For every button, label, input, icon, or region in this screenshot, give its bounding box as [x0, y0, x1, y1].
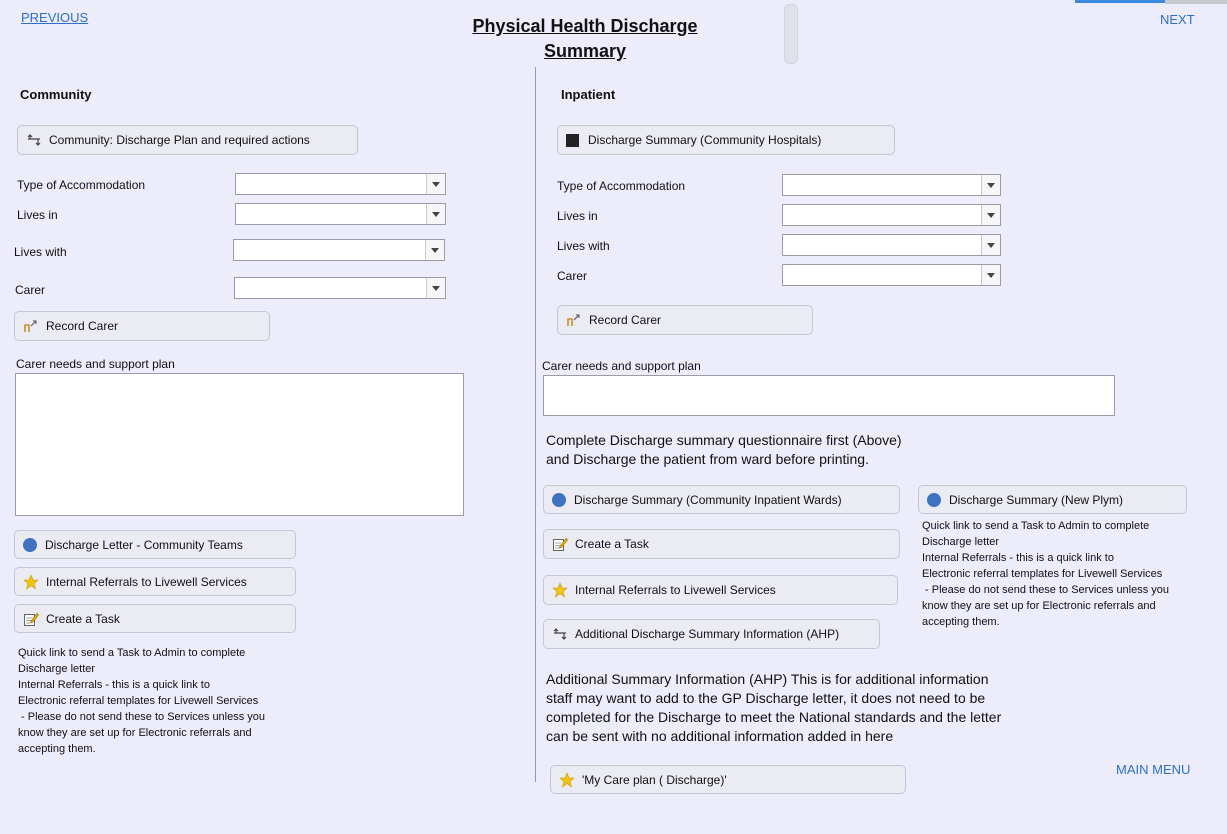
info-line: know they are set up for Electronic referrals and	[18, 727, 252, 739]
community-internal-referrals-label: Internal Referrals to Livewell Services	[46, 574, 247, 589]
inpatient-lives-with-select[interactable]	[782, 234, 1001, 256]
top-accent-bar	[1075, 0, 1165, 3]
carer-icon	[23, 318, 39, 334]
inpatient-summary-wards-label: Discharge Summary (Community Inpatient Wards)	[574, 492, 842, 507]
info-line: Quick link to send a Task to Admin to complete	[18, 647, 246, 659]
inpatient-discharge-summary-label: Discharge Summary (Community Hospitals)	[588, 133, 822, 147]
info-line: Discharge letter	[18, 663, 96, 675]
next-link[interactable]: NEXT	[1160, 12, 1195, 27]
chevron-down-icon[interactable]	[981, 205, 1000, 225]
previous-link[interactable]: PREVIOUS	[21, 10, 89, 25]
inpatient-heading: Inpatient	[561, 87, 616, 102]
inpatient-carer-needs-label: Carer needs and support plan	[542, 359, 701, 373]
info-line: Internal Referrals - this is a quick link to	[18, 679, 210, 691]
community-record-carer-label: Record Carer	[46, 319, 119, 333]
info-line: Discharge letter	[922, 536, 1000, 548]
community-plan-button[interactable]	[17, 125, 358, 155]
page-title-line1: Physical Health Discharge	[472, 16, 698, 36]
inpatient-discharge-summary-button[interactable]	[557, 125, 895, 155]
community-carer-needs-textarea[interactable]	[15, 373, 464, 516]
info-line: know they are set up for Electronic referrals and	[922, 600, 1156, 612]
inpatient-accommodation-select[interactable]	[782, 174, 1001, 196]
info-line: - Please do not send these to Services unless you	[18, 711, 266, 723]
split-arrows-icon	[552, 626, 568, 642]
column-divider	[535, 67, 536, 782]
top-corner-bar	[1165, 0, 1227, 4]
inpatient-accommodation-label: Type of Accommodation	[557, 179, 686, 193]
inpatient-internal-referrals-button[interactable]	[543, 575, 898, 605]
blue-circle-icon	[23, 538, 37, 552]
inpatient-lives-with-label: Lives with	[557, 239, 610, 253]
task-edit-icon	[552, 536, 568, 552]
inpatient-care-plan-label: 'My Care plan ( Discharge)'	[582, 772, 727, 787]
inpatient-carer-label: Carer	[557, 269, 588, 283]
ahp-note-line: Additional Summary Information (AHP) This is for additional information	[546, 671, 989, 687]
community-create-task-button[interactable]	[14, 604, 296, 633]
split-arrows-icon	[26, 132, 42, 148]
community-lives-in-select[interactable]	[235, 203, 446, 225]
community-carer-select[interactable]	[234, 277, 446, 299]
community-accommodation-label: Type of Accommodation	[17, 178, 146, 192]
community-discharge-letter-label: Discharge Letter - Community Teams	[45, 537, 243, 552]
inpatient-create-task-label: Create a Task	[575, 537, 649, 551]
task-edit-icon	[23, 611, 39, 627]
main-menu-link[interactable]: MAIN MENU	[1116, 762, 1191, 777]
inpatient-additional-ahp-button[interactable]	[543, 619, 880, 649]
community-lives-in-label: Lives in	[17, 208, 58, 222]
black-square-icon	[566, 134, 579, 147]
community-info-text	[18, 645, 265, 757]
inpatient-info-text	[922, 518, 1169, 630]
chevron-down-icon[interactable]	[981, 175, 1000, 195]
inpatient-additional-ahp-label: Additional Discharge Summary Information (AHP)	[575, 627, 840, 641]
inpatient-record-carer-button[interactable]	[557, 305, 813, 335]
inpatient-instruction-text	[546, 431, 902, 469]
info-line: Electronic referral templates for Livewell Services	[18, 695, 259, 707]
inpatient-lives-in-select[interactable]	[782, 204, 1001, 226]
star-icon	[552, 582, 568, 598]
community-heading: Community	[20, 87, 92, 102]
community-carer-needs-label: Carer needs and support plan	[16, 357, 175, 371]
instruction-line: and Discharge the patient from ward before printing.	[546, 451, 869, 467]
community-create-task-label: Create a Task	[46, 611, 120, 626]
chevron-down-icon[interactable]	[426, 278, 445, 298]
carer-icon	[566, 312, 582, 328]
community-lives-with-label: Lives with	[14, 245, 67, 259]
ahp-note-line: can be sent with no additional information added in here	[546, 728, 894, 744]
community-carer-label: Carer	[15, 283, 46, 297]
chevron-down-icon[interactable]	[425, 240, 444, 260]
page-title-line2: Summary	[543, 41, 627, 61]
community-plan-label: Community: Discharge Plan and required actions	[49, 133, 310, 147]
inpatient-carer-select[interactable]	[782, 264, 1001, 286]
community-lives-with-select[interactable]	[233, 239, 445, 261]
inpatient-summary-new-plym-button[interactable]	[918, 485, 1187, 514]
info-line: Quick link to send a Task to Admin to complete	[922, 520, 1150, 532]
blue-circle-icon	[927, 493, 941, 507]
inpatient-lives-in-label: Lives in	[557, 209, 598, 223]
community-discharge-letter-button[interactable]	[14, 530, 296, 559]
inpatient-internal-referrals-label: Internal Referrals to Livewell Services	[575, 583, 776, 597]
inpatient-care-plan-button[interactable]	[550, 765, 906, 794]
chevron-down-icon[interactable]	[426, 174, 445, 194]
chevron-down-icon[interactable]	[981, 265, 1000, 285]
inpatient-ahp-note	[546, 670, 1001, 746]
inpatient-carer-needs-textarea[interactable]	[543, 375, 1115, 416]
info-line: accepting them.	[18, 743, 96, 755]
community-accommodation-select[interactable]	[235, 173, 446, 195]
inpatient-summary-new-plym-label: Discharge Summary (New Plym)	[949, 492, 1124, 507]
inpatient-record-carer-label: Record Carer	[589, 313, 662, 327]
inpatient-summary-wards-button[interactable]	[543, 485, 900, 514]
community-record-carer-button[interactable]	[14, 311, 270, 341]
ahp-note-line: completed for the Discharge to meet the National standards and the letter	[546, 709, 1002, 725]
star-icon	[23, 574, 39, 590]
info-line: Internal Referrals - this is a quick link to	[922, 552, 1114, 564]
chevron-down-icon[interactable]	[981, 235, 1000, 255]
community-internal-referrals-button[interactable]	[14, 567, 296, 596]
info-line: - Please do not send these to Services unless you	[922, 584, 1170, 596]
chevron-down-icon[interactable]	[426, 204, 445, 224]
ahp-note-line: staff may want to add to the GP Discharge letter, it does not need to be	[546, 690, 986, 706]
page-title	[420, 14, 750, 64]
info-line: Electronic referral templates for Livewell Services	[922, 568, 1163, 580]
blue-circle-icon	[552, 493, 566, 507]
info-line: accepting them.	[922, 616, 1000, 628]
inpatient-create-task-button[interactable]	[543, 529, 900, 559]
instruction-line: Complete Discharge summary questionnaire first (Above)	[546, 432, 902, 448]
star-icon	[559, 772, 575, 788]
title-scrollbar[interactable]	[784, 4, 798, 64]
